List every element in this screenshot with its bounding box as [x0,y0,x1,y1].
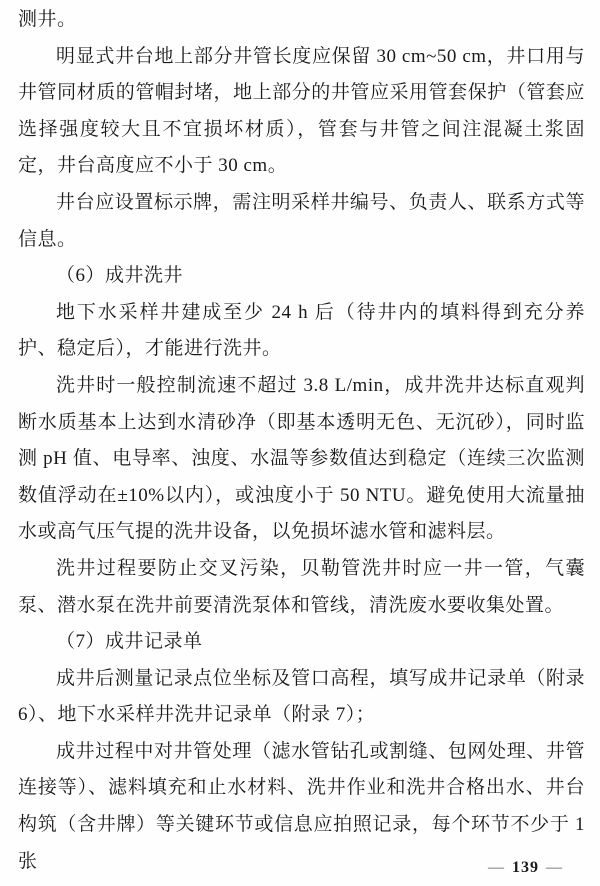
page-number [481,856,570,880]
paragraph: 成井过程中对井管处理（滤水管钻孔或割缝、包网处理、井管连接等）、滤料填充和止水材料、洗井作业和洗井合格出水、井台构筑（含井牌）等关键环节或信息应拍照记录，每个环节不少于 1 张 [18,740,585,872]
page-number-left-dash: — [488,859,505,876]
page-number-right-dash: — [546,859,563,876]
paragraph: （7）成井记录单 [56,631,203,653]
paragraph: 测井。 [18,9,77,30]
paragraph: 洗井过程要防止交叉污染，贝勒管洗井时应一井一管，气囊泵、潜水泵在洗井前要清洗泵体和管线，清洗废水要收集处置。 [18,557,585,616]
paragraph: 成井后测量记录点位坐标及管口高程，填写成井记录单（附录 6）、地下水采样井洗井记录单（附录 7）； [18,667,585,726]
paragraph: 洗井时一般控制流速不超过 3.8 L/min，成井洗井达标直观判断水质基本上达到水清砂净（即基本透明无色、无沉砂），同时监测 pH 值、电导率、浊度、水温等参数值达到稳定（连续三次监测数值浮动在±10%以内），或浊度小于 50 NTU。避免使用大流量抽水或高气压气提的洗井设备，以免损坏滤水管和滤料层。 [18,374,585,543]
paragraph: 地下水采样井建成至少 24 h 后（待井内的填料得到充分养护、稳定后），才能进行洗井。 [18,301,585,360]
paragraph: 明显式井台地上部分井管长度应保留 30 cm~50 cm，井口用与井管同材质的管帽封堵，地上部分的井管应采用管套保护（管套应选择强度较大且不宜损坏材质），管套与井管之间注混凝土浆固定，井台高度应不小于 30 cm。 [18,45,585,177]
paragraph: 井台应设置标示牌，需注明采样井编号、负责人、联系方式等信息。 [18,191,585,250]
paragraph: （6）成井洗井 [56,265,184,287]
page-number-value: 139 [512,859,539,876]
document-body [18,2,585,880]
